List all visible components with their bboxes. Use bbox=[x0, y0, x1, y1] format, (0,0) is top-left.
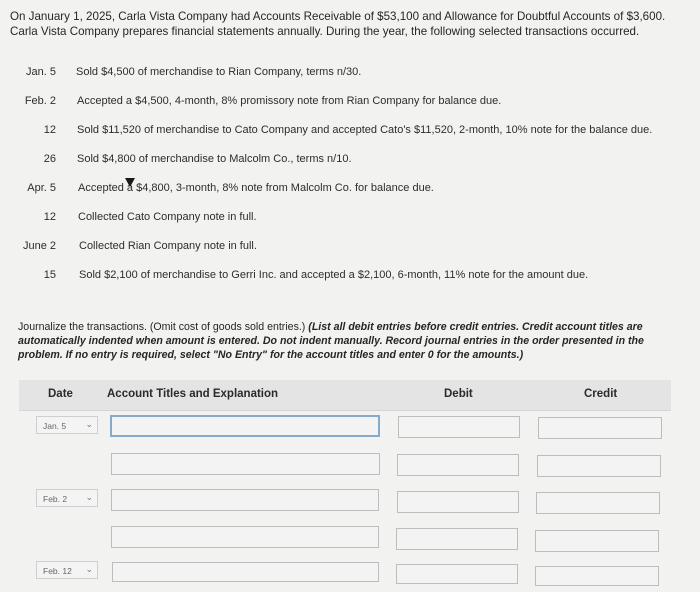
credit-input[interactable] bbox=[537, 455, 661, 477]
transaction-description: Accepted a $4,500, 4-month, 8% promissory note from Rian Company for balance due. bbox=[77, 95, 502, 107]
account-title-input[interactable] bbox=[111, 526, 379, 548]
header-date: Date bbox=[48, 388, 73, 400]
transaction-date: Apr. 5 bbox=[27, 182, 56, 194]
transaction-row bbox=[0, 66, 700, 95]
transaction-date: 12 bbox=[43, 211, 56, 223]
transaction-row bbox=[0, 153, 700, 182]
transaction-row bbox=[0, 269, 700, 298]
transaction-list bbox=[0, 66, 700, 298]
debit-input[interactable] bbox=[398, 416, 520, 438]
transaction-date: Feb. 2 bbox=[24, 95, 56, 107]
date-select[interactable] bbox=[36, 489, 98, 507]
account-title-input[interactable] bbox=[112, 562, 379, 582]
credit-input[interactable] bbox=[535, 566, 659, 586]
account-title-input[interactable] bbox=[111, 453, 380, 475]
chevron-down-icon: ⌄ bbox=[85, 564, 93, 574]
transaction-date: 12 bbox=[43, 124, 56, 136]
debit-input[interactable] bbox=[396, 564, 518, 584]
account-title-input[interactable] bbox=[111, 489, 379, 511]
transaction-date: 26 bbox=[43, 153, 56, 165]
credit-input[interactable] bbox=[536, 492, 660, 514]
transaction-description: Sold $4,800 of merchandise to Malcolm Co., terms n/10. bbox=[77, 153, 352, 165]
header-account-titles: Account Titles and Explanation bbox=[107, 388, 279, 400]
transaction-description: Sold $4,500 of merchandise to Rian Company, terms n/30. bbox=[76, 66, 362, 78]
transaction-row bbox=[0, 124, 700, 153]
transaction-description: Sold $2,100 of merchandise to Gerri Inc. and accepted a $2,100, 6-month, 11% note for the amount due. bbox=[79, 269, 589, 281]
credit-input[interactable] bbox=[538, 417, 662, 439]
date-select-value: Feb. 12 bbox=[43, 566, 72, 576]
chevron-down-icon: ⌄ bbox=[85, 492, 93, 502]
date-select-value: Feb. 2 bbox=[43, 494, 68, 504]
transaction-description: Collected Cato Company note in full. bbox=[78, 211, 257, 223]
transaction-description: Sold $11,520 of merchandise to Cato Company and accepted Cato's $11,520, 2-month, 10% note for the balance due. bbox=[77, 124, 653, 136]
transaction-date: 15 bbox=[43, 269, 56, 281]
transaction-date: June 2 bbox=[22, 240, 56, 252]
account-title-input[interactable] bbox=[110, 415, 380, 437]
transaction-description: Accepted a $4,800, 3-month, 8% note from Malcolm Co. for balance due. bbox=[78, 182, 434, 194]
debit-input[interactable] bbox=[396, 528, 518, 550]
credit-input[interactable] bbox=[535, 530, 659, 552]
instructions-plain: Journalize the transactions. (Omit cost of goods sold entries.) bbox=[18, 321, 309, 333]
chevron-down-icon: ⌄ bbox=[85, 419, 93, 429]
header-credit: Credit bbox=[584, 388, 618, 400]
date-select[interactable] bbox=[36, 416, 98, 434]
instructions bbox=[18, 320, 678, 362]
transaction-date: Jan. 5 bbox=[26, 66, 56, 78]
date-select-value: Jan. 5 bbox=[43, 421, 67, 431]
journal-table-header bbox=[19, 380, 671, 411]
mouse-cursor-icon bbox=[125, 178, 135, 187]
date-select[interactable] bbox=[36, 561, 98, 579]
debit-input[interactable] bbox=[397, 491, 519, 513]
transaction-row bbox=[0, 95, 700, 124]
instructions-emphasis: (List all debit entries before credit entries. Credit account titles are automatically indented when amount is entered. Do not indent manually. Record journal entries in the order presented in the problem. If no entry is required, select "No Entry" for the account titles and enter 0 for the amounts.) bbox=[18, 321, 644, 361]
problem-intro: On January 1, 2025, Carla Vista Company had Accounts Receivable of $53,100 and Allowance for Doubtful Accounts of $3,600. Carla Vista Company prepares financial statements annually. During the year, the following selected transactions occurred. bbox=[10, 10, 666, 38]
transaction-row bbox=[0, 240, 700, 269]
debit-input[interactable] bbox=[397, 454, 519, 476]
transaction-row bbox=[0, 182, 700, 211]
transaction-description: Collected Rian Company note in full. bbox=[79, 240, 257, 252]
transaction-row bbox=[0, 211, 700, 240]
header-debit: Debit bbox=[444, 388, 473, 400]
